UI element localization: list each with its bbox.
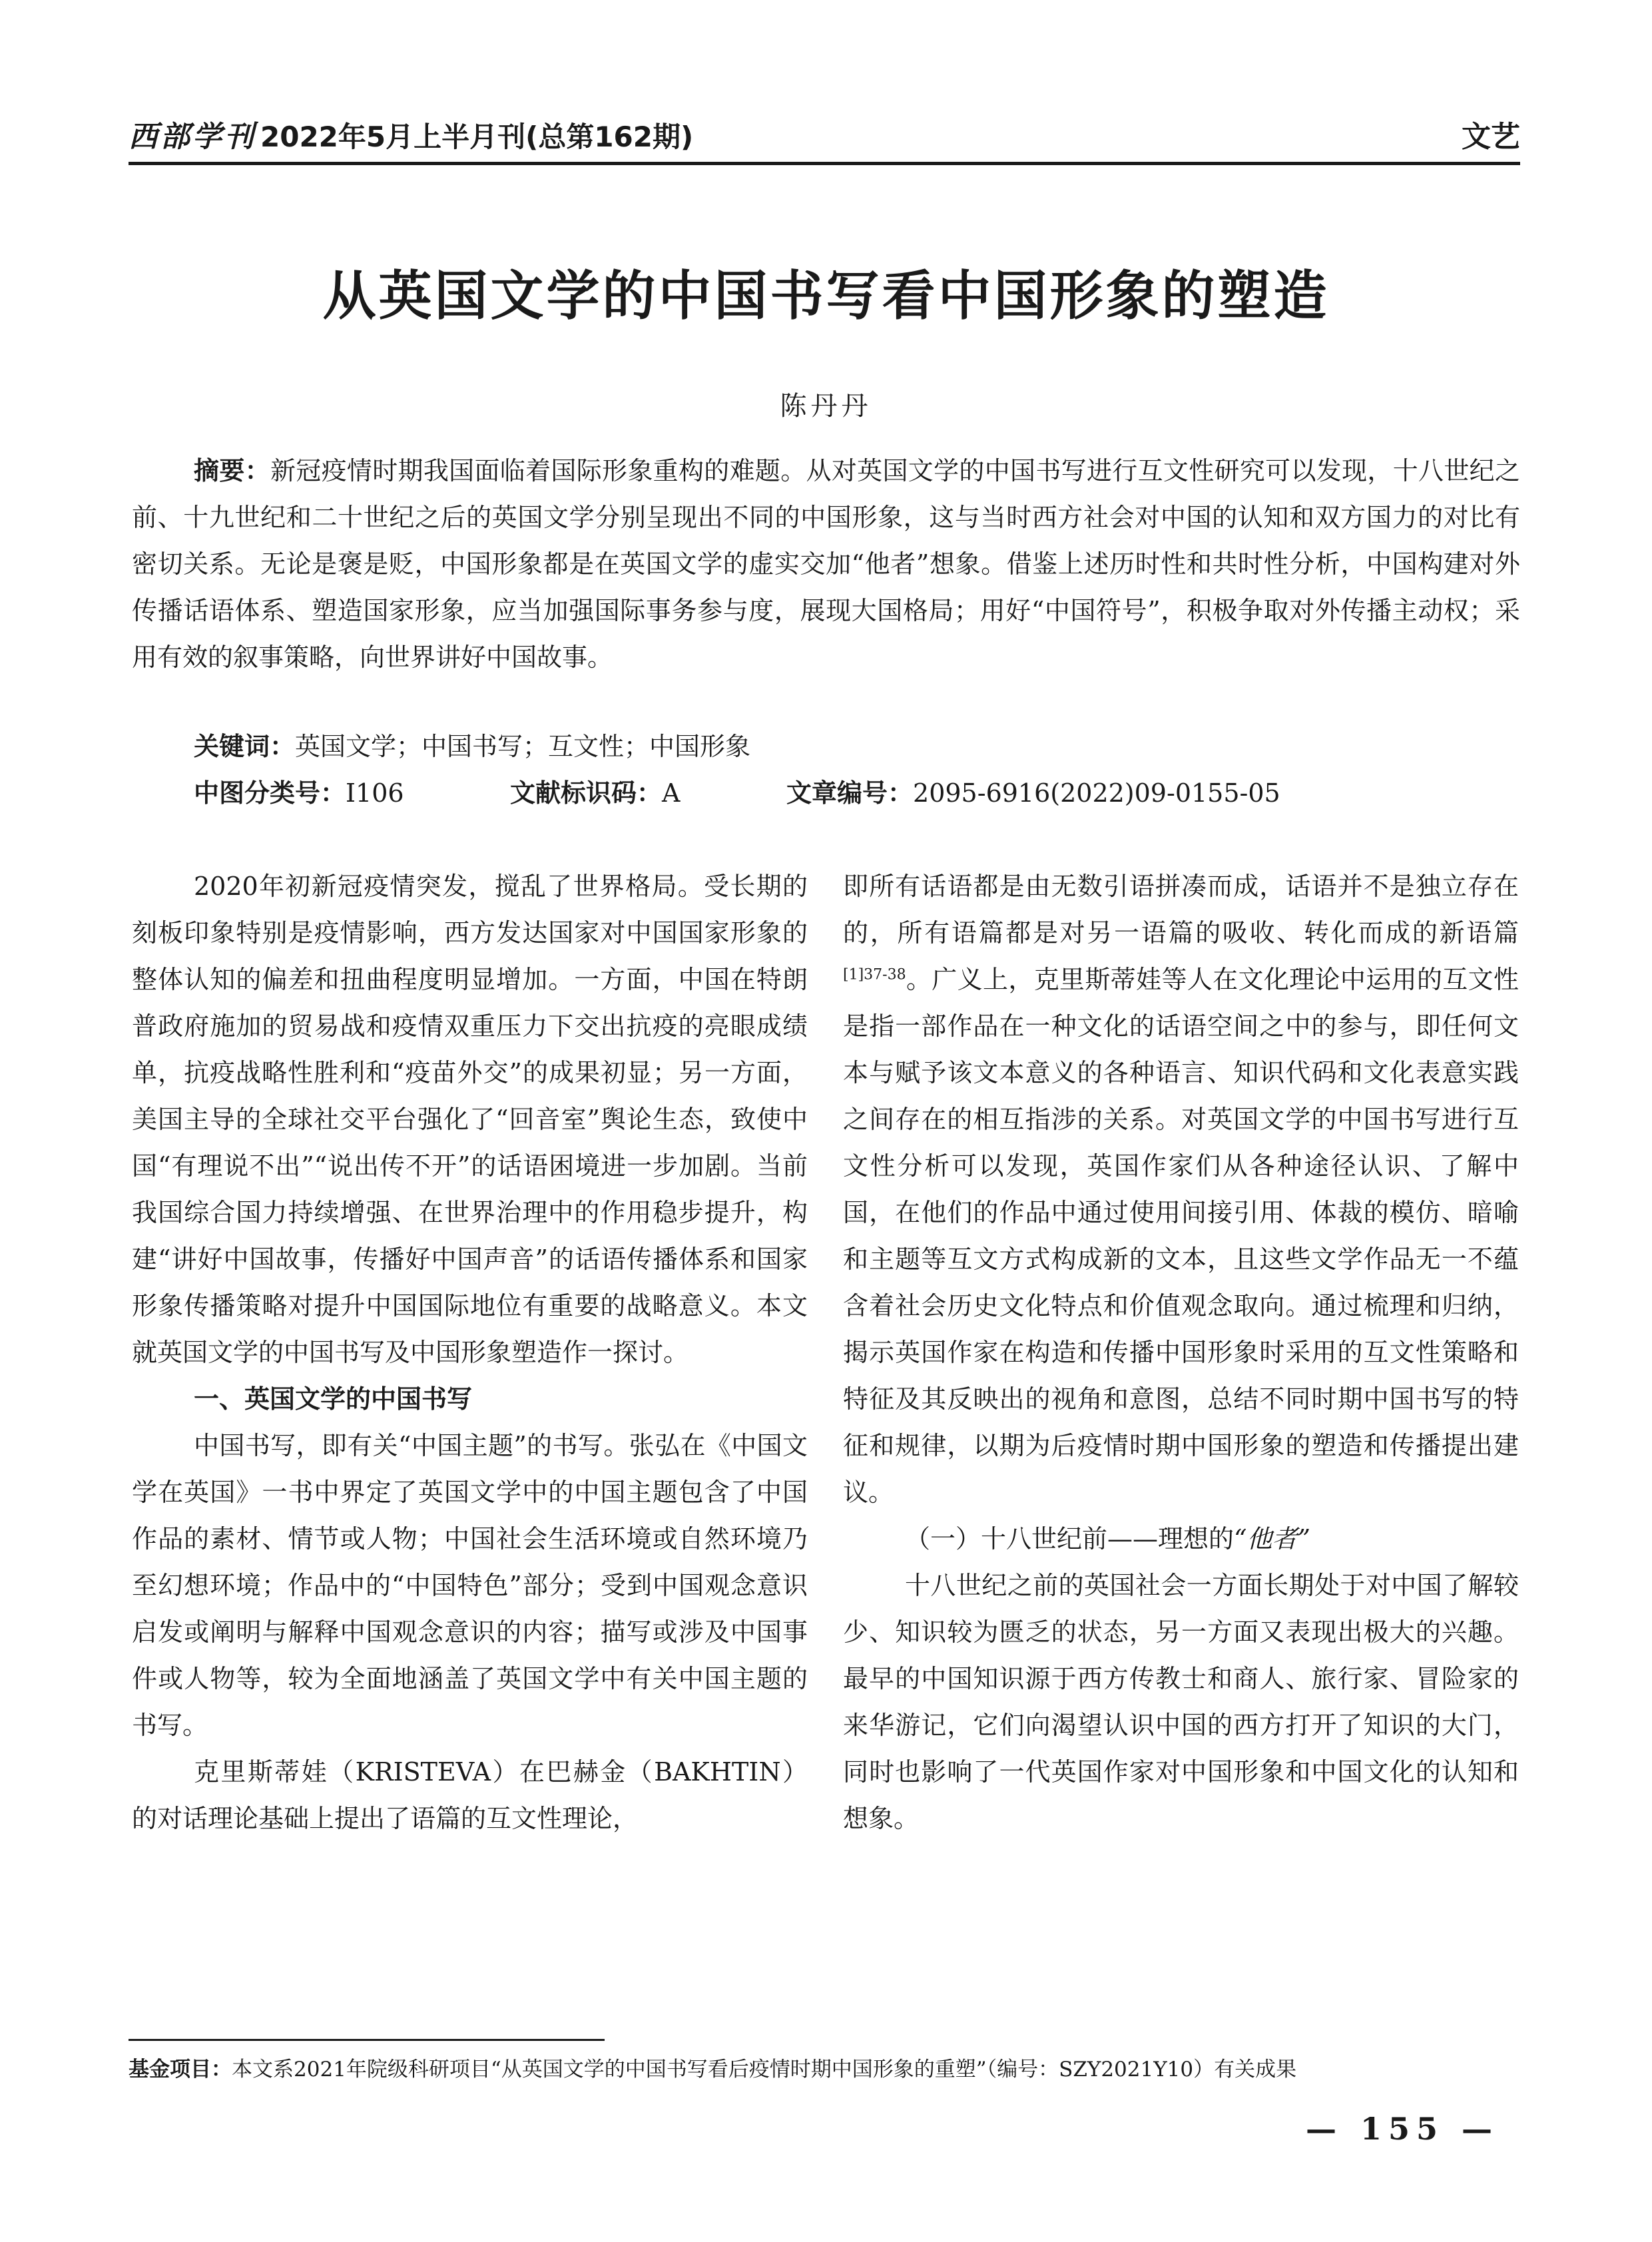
clc-field [194, 772, 404, 809]
doc-code-label: 文献标识码： [510, 778, 663, 808]
running-header [129, 112, 1520, 165]
article-number-value: 2095-6916(2022)09-0155-05 [913, 778, 1280, 808]
doc-code-field [510, 772, 680, 809]
doc-code-value: A [662, 778, 681, 808]
citation-marker: [1]37-38 [843, 966, 906, 983]
page-number: — 155 — [1305, 2111, 1499, 2147]
article-title: 从英国文学的中国书写看中国形象的塑造 [322, 265, 1330, 327]
subsection-heading-quote: “他者” [1234, 1524, 1310, 1553]
subsection-heading-text: （一）十八世纪前——理想的 [905, 1524, 1235, 1553]
header-left [129, 113, 693, 155]
keywords-label: 关键词： [194, 732, 296, 761]
abstract-text: 新冠疫情时期我国面临着国际形象重构的难题。从对英国文学的中国书写进行互文性研究可以发现，十八世纪之前、十九世纪和二十世纪之后的英国文学分别呈现出不同的中国形象，这与当时西方社会对中国的认知和双方国力的对比有密切关系。无论是褒是贬，中国形象都是在英国文学的虚实交加“他者”想象。借鉴上述历时性和共时性分析，中国构建对外传播话语体系、塑造国家形象，应当加强国际事务参与度，展现大国格局；用好“中国符号”，积极争取对外传播主动权；采用有效的叙事策略，向世界讲好中国故事。 [132, 456, 1520, 672]
footnote-text: 本文系2021年院级科研项目“从英国文学的中国书写看后疫情时期中国形象的重塑”（编号：SZY2021Y10）有关成果 [232, 2058, 1297, 2082]
paragraph-text: 即所有话语都是由无数引语拼凑而成，话语并不是独立存在的，所有语篇都是对另一语篇的吸收、转化而成的新语篇 [843, 872, 1519, 948]
journal-logo: 西部学刊 [129, 120, 256, 154]
keywords [194, 726, 750, 762]
paragraph: 克里斯蒂娃（KRISTEVA）在巴赫金（BAKHTIN）的对话理论基础上提出了语篇的互文性理论， [132, 1757, 808, 1833]
paragraph: 2020年初新冠疫情突发，搅乱了世界格局。受长期的刻板印象特别是疫情影响，西方发达国家对中国国家形象的整体认知的偏差和扭曲程度明显增加。一方面，中国在特朗普政府施加的贸易战和疫情双重压力下交出抗疫的亮眼成绩单，抗疫战略性胜利和“疫苗外交”的成果初显；另一方面，美国主导的全球社交平台强化了“回音室”舆论生态，致使中国“有理说不出”“说出传不开”的话语困境进一步加剧。当前我国综合国力持续增强、在世界治理中的作用稳步提升，构建“讲好中国故事，传播好中国声音”的话语传播体系和国家形象传播策略对提升中国国际地位有重要的战略意义。本文就英国文学的中国书写及中国形象塑造作一探讨。 [132, 872, 808, 1367]
section-heading: 一、英国文学的中国书写 [194, 1384, 473, 1414]
footnote-rule [129, 2039, 605, 2041]
paragraph-text: 。广义上，克里斯蒂娃等人在文化理论中运用的互文性是指一部作品在一种文化的话语空间之中的参与，即任何文本与赋予该文本意义的各种语言、知识代码和文化表意实践之间存在的相互指涉的关系。对英国文学的中国书写进行互文性分析可以发现，英国作家们从各种途径认识、了解中国，在他们的作品中通过使用间接引用、体裁的模仿、暗喻和主题等互文方式构成新的文本，且这些文学作品无一不蕴含着社会历史文化特点和价值观念取向。通过梳理和归纳，揭示英国作家在构造和传播中国形象时采用的互文性策略和特征及其反映出的视角和意图，总结不同时期中国书写的特征和规律，以期为后疫情时期中国形象的塑造和传播提出建议。 [843, 965, 1519, 1507]
abstract-label: 摘要： [194, 456, 270, 485]
section-label: 文艺 [1462, 120, 1520, 154]
footnote-label: 基金项目： [129, 2058, 232, 2082]
article-number-field [786, 772, 1280, 809]
subsection-heading [843, 1516, 1519, 1562]
paragraph: 中国书写，即有关“中国主题”的书写。张弘在《中国文学在英国》一书中界定了英国文学中的中国主题包含了中国作品的素材、情节或人物；中国社会生活环境或自然环境乃至幻想环境；作品中的“中国特色”部分；受到中国观念意识启发或阐明与解释中国观念意识的内容；描写或涉及中国事件或人物等，较为全面地涵盖了英国文学中有关中国主题的书写。 [132, 1431, 808, 1740]
author-name: 陈丹丹 [780, 391, 872, 421]
abstract [132, 447, 1520, 681]
keywords-text: 英国文学；中国书写；互文性；中国形象 [295, 732, 751, 761]
article-number-label: 文章编号： [786, 778, 914, 808]
body-column-right [843, 863, 1519, 1842]
clc-label: 中图分类号： [194, 778, 346, 808]
clc-value: I106 [346, 778, 404, 808]
paragraph-continued [843, 863, 1519, 1516]
issue-info: 2022年5月上半月刊(总第162期) [260, 121, 694, 153]
body-column-left [132, 863, 808, 1842]
footnote [129, 2052, 1296, 2082]
paragraph: 十八世纪之前的英国社会一方面长期处于对中国了解较少、知识较为匮乏的状态，另一方面又表现出极大的兴趣。最早的中国知识源于西方传教士和商人、旅行家、冒险家的来华游记，它们向渴望认识中国的西方打开了知识的大门，同时也影响了一代英国作家对中国形象和中国文化的认知和想象。 [843, 1571, 1519, 1833]
